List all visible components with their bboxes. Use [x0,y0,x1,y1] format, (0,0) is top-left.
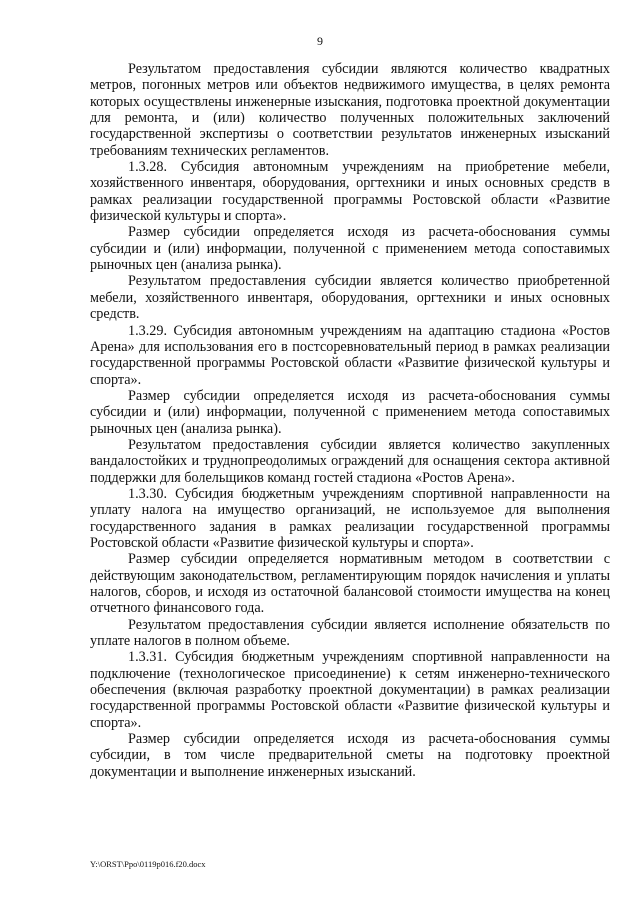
document-body [90,61,610,780]
paragraph: Размер субсидии определяется исходя из расчета-обоснования суммы субсидии и (или) информации, полученной с применением метода сопоставимых рыночных цен (анализа рынка). [90,224,610,274]
paragraph: 1.3.31. Субсидия бюджетным учреждениям спортивной направленности на подключение (технологическое присоединение) к сетям инженерно-технического обеспечения (включая разработку проектной документации) в рамках реализации государственной программы Ростовской области «Развитие физической культуры и спорта». [90,649,610,731]
paragraph: Размер субсидии определяется исходя из расчета-обоснования суммы субсидии, в том числе предварительной сметы на подготовку проектной документации и выполнение инженерных изысканий. [90,731,610,780]
paragraph: Результатом предоставления субсидии является исполнение обязательств по уплате налогов в полном объеме. [90,616,610,650]
paragraph: Результатом предоставления субсидии является количество закупленных вандалостойких и труднопреодолимых ограждений для оснащения сектора активной поддержки для болельщиков команд гостей стадиона «Ростов Арена». [90,436,610,486]
paragraph: Результатом предоставления субсидии является количество приобретенной мебели, хозяйственного инвентаря, оборудования, оргтехники и иных основных средств. [90,273,610,323]
paragraph: 1.3.29. Субсидия автономным учреждениям на адаптацию стадиона «Ростов Арена» для использования его в постсоревновательный период в рамках реализации государственной программы Ростовской области «Развитие физической культуры и спорта». [90,322,610,388]
paragraph: Результатом предоставления субсидии являются количество квадратных метров, погонных метров или объектов недвижимого имущества, в целях ремонта которых осуществлены инженерные изыскания, подготовка проектной документации для ремонта, и (или) количество полученных положительных заключений государственной экспертизы о соответствии результатов инженерных изысканий требованиям технических регламентов. [90,61,610,159]
paragraph: Размер субсидии определяется нормативным методом в соответствии с действующим законодательством, регламентирующим порядок начисления и уплаты налогов, сборов, и исходя из остаточной балансовой стоимости имущества на конец отчетного финансового года. [90,551,610,617]
paragraph: 1.3.30. Субсидия бюджетным учреждениям спортивной направленности на уплату налога на имущество организаций, не используемое для выполнения государственного задания в рамках реализации государственной программы Ростовской области «Развитие физической культуры и спорта». [90,485,610,551]
page-number: 9 [317,34,323,48]
paragraph: Размер субсидии определяется исходя из расчета-обоснования суммы субсидии и (или) информации, полученной с применением метода сопоставимых рыночных цен (анализа рынка). [90,387,610,437]
paragraph: 1.3.28. Субсидия автономным учреждениям на приобретение мебели, хозяйственного инвентаря, оборудования, оргтехники и иных основных средств в рамках реализации государственной программы Ростовской области «Развитие физической культуры и спорта». [90,159,610,225]
footer-file-path: Y:\ORST\Ppo\0119p016.f20.docx [90,859,206,869]
